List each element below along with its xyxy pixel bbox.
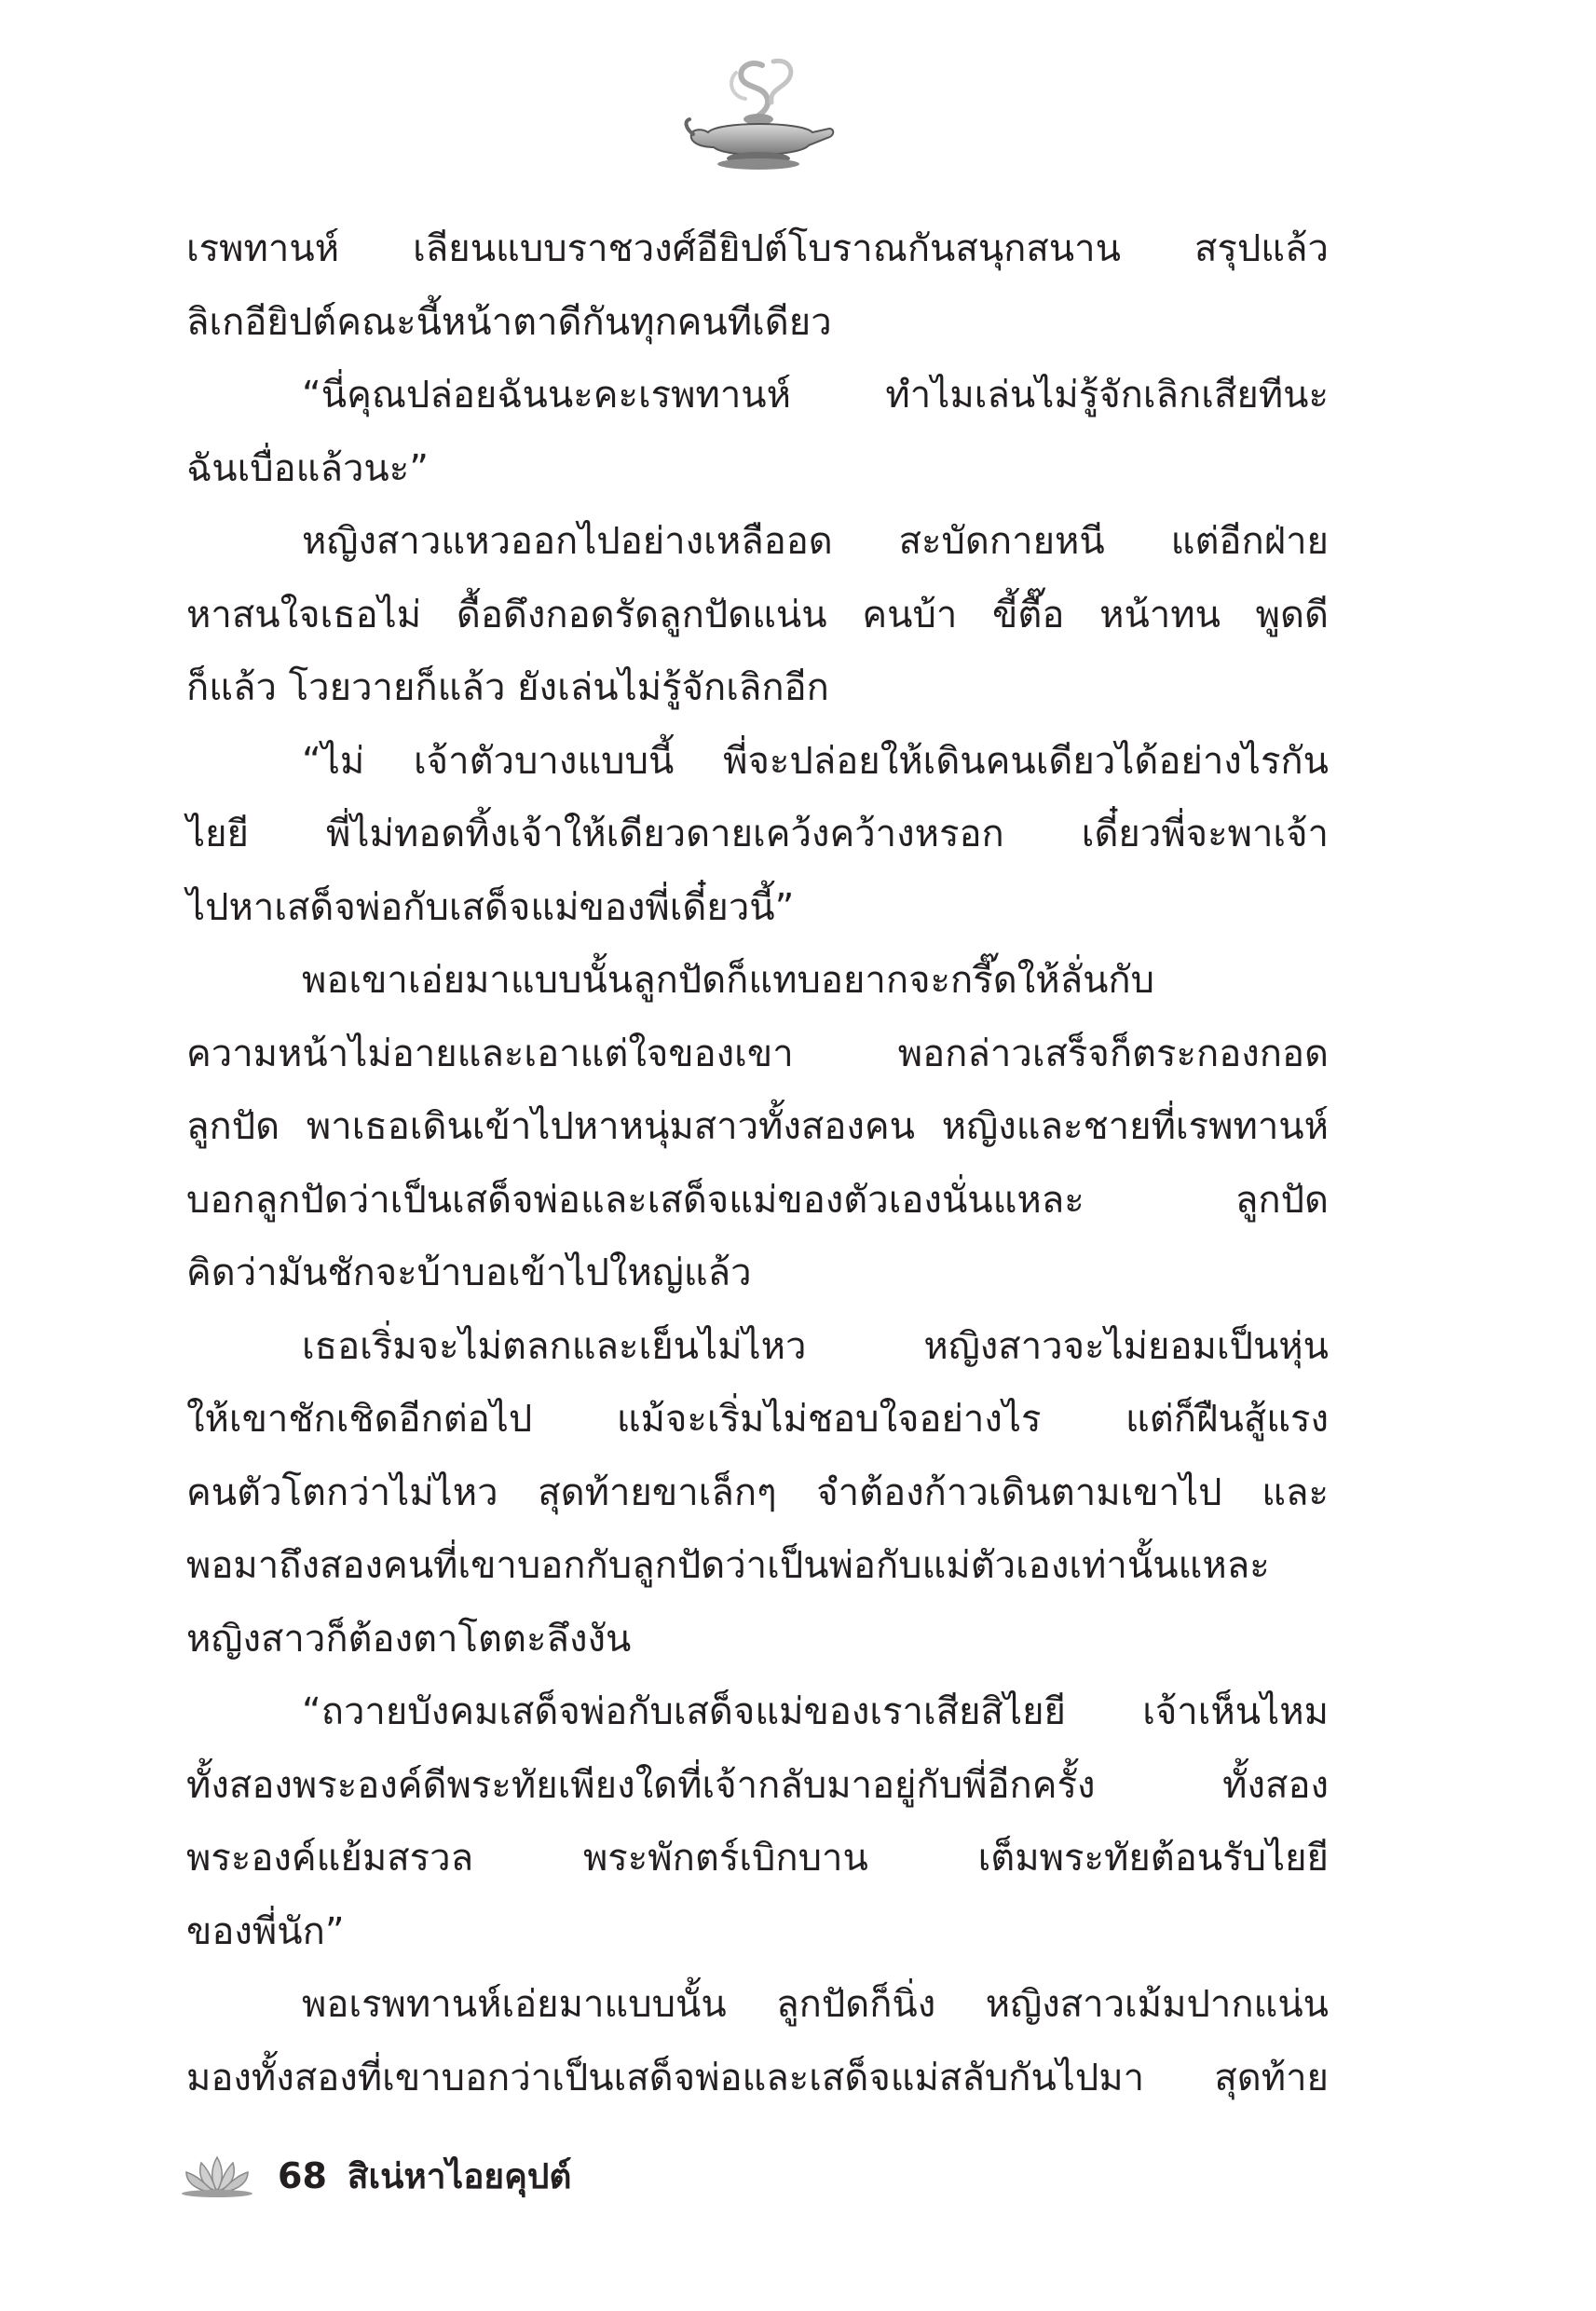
text-line: ลูกปัด พาเธอเดินเข้าไปหาหนุ่มสาวทั้งสองคน หญิงและชายที่เรพทานห์ — [186, 1105, 1329, 1148]
text-line: ของพี่นัก” — [186, 1909, 345, 1953]
text-line: พอเขาเอ่ยมาแบบนั้นลูกปัดก็แทบอยากจะกรี๊ดให้ลั่นกับ — [302, 959, 1155, 1002]
text-line: ให้เขาชักเชิดอีกต่อไป แม้จะเริ่มไม่ชอบใจอย่างไร แต่ก็ฝืนสู้แรง — [186, 1398, 1329, 1441]
text-line: มองทั้งสองที่เขาบอกว่าเป็นเสด็จพ่อและเสด็จแม่สลับกันไปมา สุดท้าย — [186, 2056, 1329, 2099]
text-line: หญิงสาวก็ต้องตาโตตะลึงงัน — [186, 1617, 632, 1661]
page-number: 68 — [278, 2155, 327, 2196]
text-line: พอมาถึงสองคนที่เขาบอกกับลูกปัดว่าเป็นพ่อกับแม่ตัวเองเท่านั้นแหละ — [186, 1544, 1270, 1587]
text-line: ทั้งสองพระองค์ดีพระทัยเพียงใดที่เจ้ากลับมาอยู่กับพี่อีกครั้ง ทั้งสอง — [186, 1763, 1329, 1807]
text-line: เรพทานห์ เลียนแบบราชวงศ์อียิปต์โบราณกันสนุกสนาน สรุปแล้ว — [186, 227, 1329, 270]
text-line: เธอเริ่มจะไม่ตลกและเย็นไม่ไหว หญิงสาวจะไม่ยอมเป็นหุ่น — [302, 1324, 1329, 1368]
text-line: ฉันเบื่อแล้วนะ” — [186, 446, 429, 490]
text-line: ไปหาเสด็จพ่อกับเสด็จแม่ของพี่เดี๋ยวนี้” — [186, 885, 795, 929]
text-line: “ถวายบังคมเสด็จพ่อกับเสด็จแม่ของเราเสียสิไยยี เจ้าเห็นไหม — [302, 1690, 1329, 1733]
page-footer — [177, 2148, 571, 2204]
book-title: สิเน่หาไอยคุปต์ — [347, 2155, 572, 2196]
text-line: “นี่คุณปล่อยฉันนะคะเรพทานห์ ทำไมเล่นไม่รู้จักเลิกเสียทีนะ — [302, 374, 1329, 417]
body-text — [186, 212, 1329, 2114]
text-line: พระองค์แย้มสรวล พระพักตร์เบิกบาน เต็มพระทัยต้อนรับไยยี — [186, 1837, 1329, 1880]
text-line: พอเรพทานห์เอ่ยมาแบบนั้น ลูกปัดก็นิ่ง หญิงสาวเม้มปากแน่น — [302, 1983, 1329, 2026]
text-line: คนตัวโตกว่าไม่ไหว สุดท้ายขาเล็กๆ จำต้องก้าวเดินตามเขาไป และ — [186, 1470, 1329, 1514]
lotus-icon — [177, 2154, 257, 2198]
text-line: ไยยี พี่ไม่ทอดทิ้งเจ้าให้เดียวดายเคว้งคว้างหรอก เดี๋ยวพี่จะพาเจ้า — [186, 813, 1329, 855]
text-line: บอกลูกปัดว่าเป็นเสด็จพ่อและเสด็จแม่ของตัวเองนั่นแหละ ลูกปัด — [186, 1178, 1329, 1222]
text-line: คิดว่ามันชักจะบ้าบอเข้าไปใหญ่แล้ว — [186, 1251, 752, 1294]
text-line: ลิเกอียิปต์คณะนี้หน้าตาดีกันทุกคนทีเดียว — [186, 300, 832, 344]
text-line: ก็แล้ว โวยวายก็แล้ว ยังเล่นไม่รู้จักเลิกอีก — [186, 666, 829, 709]
genie-lamp-icon — [680, 54, 839, 175]
text-line: ความหน้าไม่อายและเอาแต่ใจของเขา พอกล่าวเสร็จก็ตระกองกอด — [186, 1032, 1329, 1075]
text-line: “ไม่ เจ้าตัวบางแบบนี้ พี่จะปล่อยให้เดินคนเดียวได้อย่างไรกัน — [302, 739, 1329, 783]
text-line: หาสนใจเธอไม่ ดื้อดึงกอดรัดลูกปัดแน่น คนบ้า ขี้ตื๊อ หน้าทน พูดดี — [186, 593, 1329, 636]
text-line: หญิงสาวแหวออกไปอย่างเหลืออด สะบัดกายหนี แต่อีกฝ่าย — [302, 520, 1329, 563]
